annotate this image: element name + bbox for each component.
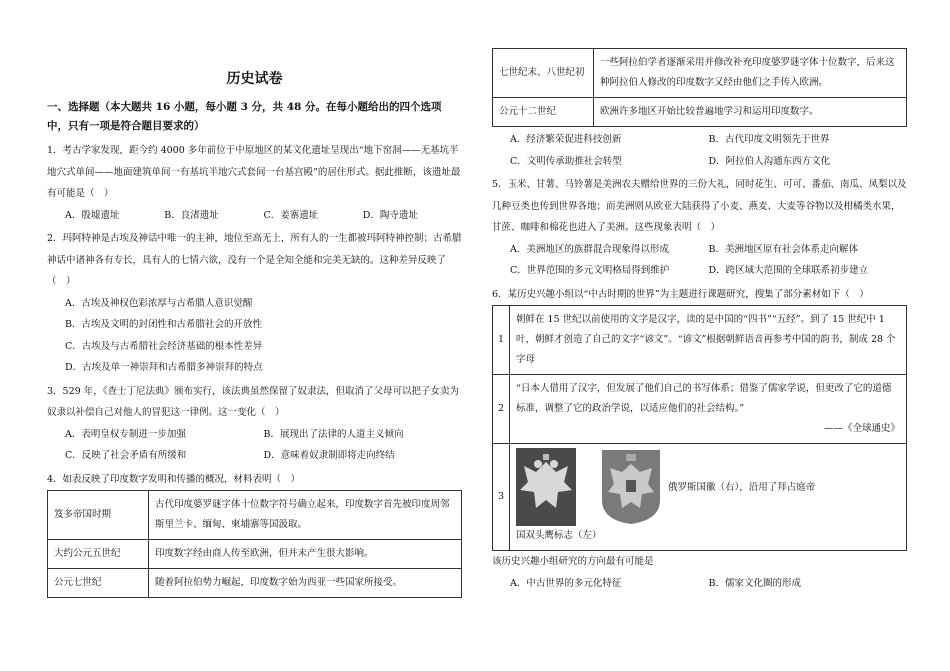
option-b[interactable]: B．古代印度文明领先于世界 xyxy=(708,134,830,145)
table-row xyxy=(48,540,462,569)
question-stem: 4．如表反映了印度数字发明和传播的概况，材料表明（ ） xyxy=(47,473,301,485)
page-title: 历史试卷 xyxy=(226,71,283,87)
table-cell-content: 一些阿拉伯学者逐渐采用并修改补充印度婆罗谜字体十位数字，后来这种阿拉伯人修改的印度数字又经由他们之手传入欧洲。 xyxy=(594,49,907,98)
option-a[interactable]: A．古埃及神权色彩浓厚与古希腊人意识觉醒 xyxy=(65,297,253,309)
options xyxy=(65,293,462,379)
row-number: 3 xyxy=(493,444,510,551)
q4-options xyxy=(510,129,907,172)
table-row xyxy=(48,491,462,540)
options xyxy=(510,239,907,282)
option-c[interactable]: C．世界范围的多元文明格局得到维护 xyxy=(510,265,670,276)
digits-table-continued xyxy=(492,48,907,127)
table-cell-content: 欧洲许多地区开始比较普遍地学习和运用印度数字。 xyxy=(594,98,907,127)
question-3 xyxy=(47,381,462,467)
question-2 xyxy=(47,228,462,379)
material-source: ——《全球通史》 xyxy=(823,423,900,434)
table-row xyxy=(493,306,907,375)
option-a[interactable]: A．美洲地区的族群混合现象得以形成 xyxy=(510,243,669,255)
option-a[interactable]: A．殷墟遗址 xyxy=(65,209,120,221)
table-cell-period: 七世纪末、八世纪初 xyxy=(493,49,594,98)
table-row xyxy=(493,444,907,551)
option-a[interactable]: A．表明皇权专制进一步加强 xyxy=(65,428,186,440)
question-1 xyxy=(47,140,462,226)
question-stem: 5．玉米、甘薯、马铃薯是美洲农夫赠给世界的三份大礼，同时花生、可可、番茄、南瓜、凤梨以及几种豆类也传到世界各地；而美洲则从欧亚大陆获得了小麦、燕麦、大麦等谷物以及柑橘类水果，甘蔗、咖啡和棉花也进入了美洲。这些现象表明（ ） xyxy=(492,179,907,233)
option-c[interactable]: C．姜寨遗址 xyxy=(263,209,319,221)
right-column xyxy=(492,48,907,596)
option-b[interactable]: B．良渚遗址 xyxy=(164,209,219,221)
russian-coat-of-arms-icon xyxy=(600,448,662,526)
row-number: 1 xyxy=(493,306,510,375)
option-b[interactable]: B．美洲地区原有社会体系走向解体 xyxy=(708,243,858,255)
table-cell-period: 大约公元五世纪 xyxy=(48,540,149,569)
byzantine-double-eagle-icon xyxy=(516,448,576,526)
table-row xyxy=(493,375,907,444)
table-cell-content: 随着阿拉伯势力崛起，印度数字始为西亚一些国家所接受。 xyxy=(149,569,462,598)
options xyxy=(65,205,462,227)
emblem-caption-right: 俄罗斯国徽（右），沿用了拜占庭帝 xyxy=(668,482,816,493)
option-a[interactable]: A．经济繁荣促进科技创新 xyxy=(510,134,622,145)
table-cell-content: 印度数字经由商人传至欧洲，但并未产生很大影响。 xyxy=(149,540,462,569)
emblem-caption-left: 国双头鹰标志（左） xyxy=(516,530,602,541)
option-d[interactable]: D．陶寺遗址 xyxy=(362,209,418,221)
options xyxy=(65,424,462,467)
option-d[interactable]: D．跨区域大范围的全球联系初步建立 xyxy=(708,265,869,276)
option-d[interactable]: D．意味着奴隶制即将走向终结 xyxy=(263,450,395,461)
options xyxy=(510,573,907,595)
material-cell xyxy=(510,444,907,551)
option-c[interactable]: C．文明传承助推社会转型 xyxy=(510,155,622,167)
table-row xyxy=(48,569,462,598)
question-5 xyxy=(492,174,907,282)
table-row xyxy=(493,98,907,127)
option-a[interactable]: A．中古世界的多元化特征 xyxy=(510,577,622,589)
section-heading: 一、选择题（本大题共 16 小题，每小题 3 分，共 48 分。在每小题给出的四个选项中，只有一项是符合题目要求的） xyxy=(47,101,442,132)
option-d[interactable]: D．阿拉伯人沟通东西方文化 xyxy=(708,155,831,167)
question-6 xyxy=(492,284,907,595)
question-stem: 3．529 年，《查士丁尼法典》颁布实行，该法典虽然保留了奴隶法，但取消了父母可以把子女卖为奴隶以补偿自己对他人的冒犯这一律例。这一变化（ ） xyxy=(47,385,459,418)
followup-text: 该历史兴趣小组研究的方向最有可能是 xyxy=(492,556,654,567)
question-stem: 1．考古学家发现，距今约 4000 多年前位于中原地区的某文化遗址呈现出“地下窑洞——无基坑半地穴式单间——地面建筑单间一有基坑半地穴式套间一台基宫殿”的居住形式。据此推断，该遗址最有可能是（ ） xyxy=(47,145,461,199)
table-cell-period: 公元十二世纪 xyxy=(493,98,594,127)
option-c[interactable]: C．反映了社会矛盾有所缓和 xyxy=(65,450,187,461)
emblem-row xyxy=(516,448,900,526)
digits-table xyxy=(47,490,462,598)
table-cell-period: 笈多帝国时期 xyxy=(48,491,149,540)
option-b[interactable]: B．展现出了法律的人道主义倾向 xyxy=(263,428,404,440)
option-b[interactable]: B．儒家文化圈的形成 xyxy=(708,577,801,589)
question-4 xyxy=(47,469,462,599)
question-stem: 6．某历史兴趣小组以“中古时期的世界”为主题进行课题研究，搜集了部分素材如下（ ） xyxy=(492,288,869,300)
material-text: “日本人借用了汉字，但发展了他们自己的书写体系；借鉴了儒家学说，但更改了它的道德标准，调整了它的政治学说，以适应他们的社会结构。” xyxy=(516,383,892,414)
left-column xyxy=(47,0,462,598)
option-b[interactable]: B．古埃及文明的封闭性和古希腊社会的开放性 xyxy=(65,319,262,330)
table-row xyxy=(493,49,907,98)
question-stem: 2．玛阿特神是古埃及神话中唯一的主神，地位至高无上，所有人的一生都被玛阿特神控制；古希腊神话中诸神各有专长，具有人的七情六欲，没有一个是全知全能和完美无缺的。这种差异反映了（ ） xyxy=(47,233,462,287)
material-cell xyxy=(510,375,907,444)
row-number: 2 xyxy=(493,375,510,444)
materials-table xyxy=(492,305,907,551)
option-c[interactable]: C．古埃及与古希腊社会经济基础的根本性差异 xyxy=(65,340,263,352)
table-cell-content: 古代印度婆罗谜字体十位数字符号确立起来，印度数字首先被印度周邻斯里兰卡、缅甸、柬埔寨等国汲取。 xyxy=(149,491,462,540)
material-text: 朝鲜在 15 世纪以前使用的文字是汉字，读的是中国的“四书”“五经”。到了 15 世纪中 1 叶，朝鲜才创造了自己的文字“谚文”。“谚文”根据朝鲜语音再参考中国的韵书，制成 28 个字母 xyxy=(510,306,907,375)
table-cell-period: 公元七世纪 xyxy=(48,569,149,598)
option-d[interactable]: D．古埃及单一神崇拜和古希腊多神崇拜的特点 xyxy=(65,362,263,373)
